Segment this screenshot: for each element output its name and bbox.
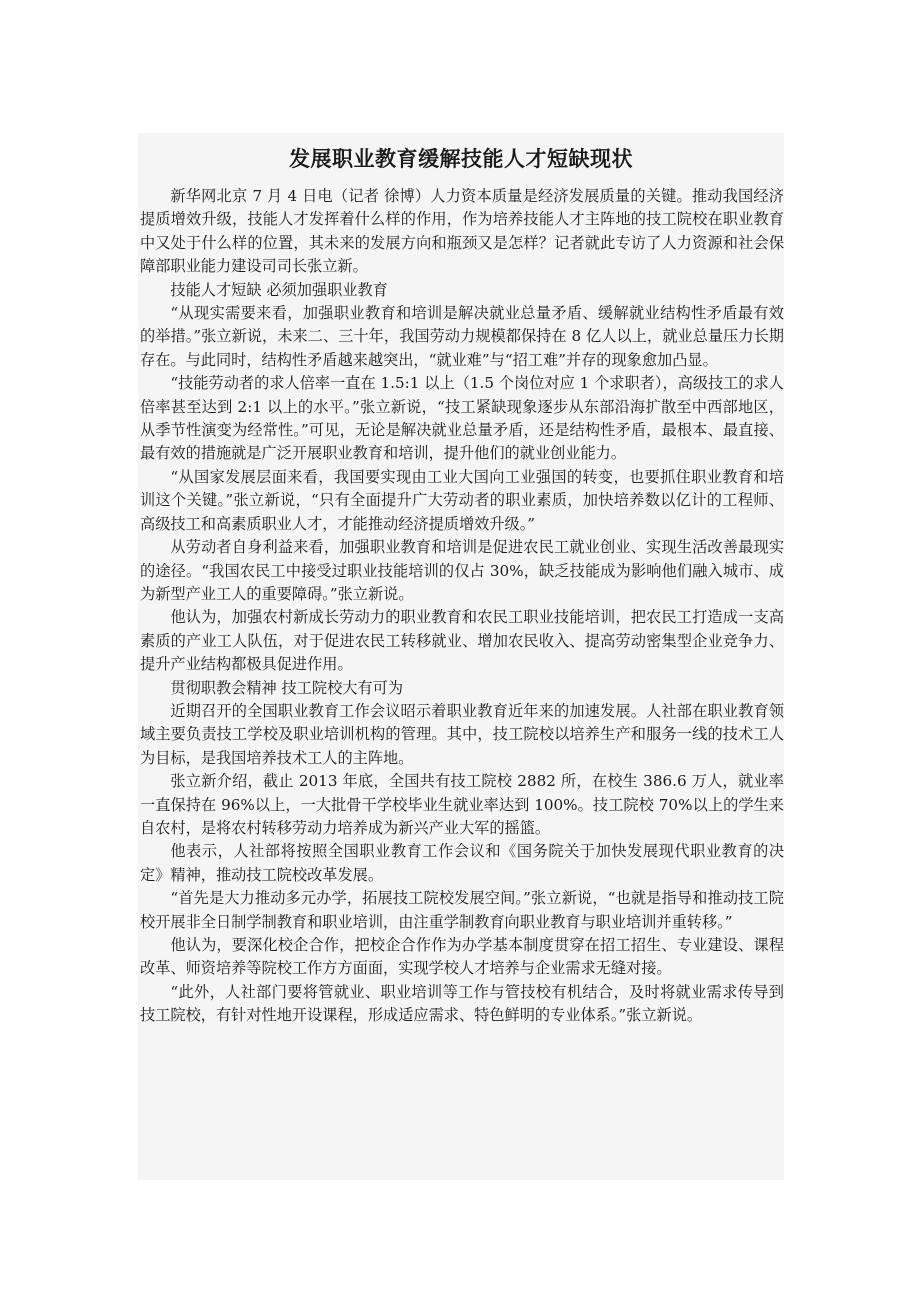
document-title: 发展职业教育缓解技能人才短缺现状 bbox=[289, 147, 633, 171]
paragraph: 他认为，加强农村新成长劳动力的职业教育和农民工职业技能培训，把农民工打造成一支高素质的产业工人队伍，对于促进农民工转移就业、增加农民收入、提高劳动密集型企业竞争力、提升产业结构都极具促进作用。 bbox=[140, 608, 784, 674]
paragraph: 他认为，要深化校企合作，把校企合作作为办学基本制度贯穿在招工招生、专业建设、课程改革、师资培养等院校工作方方面面，实现学校人才培养与企业需求无缝对接。 bbox=[140, 936, 784, 978]
paragraph: “从国家发展层面来看，我国要实现由工业大国向工业强国的转变，也要抓住职业教育和培训这个关键。”张立新说，“只有全面提升广大劳动者的职业素质，加快培养数以亿计的工程师、高级技工和高素质职业人才，才能推动经济提质增效升级。” bbox=[140, 467, 784, 533]
document-body bbox=[140, 185, 784, 1028]
paragraph: “此外，人社部门要将管就业、职业培训等工作与管技校有机结合，及时将就业需求传导到技工院校，有针对性地开设课程，形成适应需求、特色鲜明的专业体系。”张立新说。 bbox=[140, 982, 784, 1025]
paragraph: “技能劳动者的求人倍率一直在 1.5:1 以上（1.5 个岗位对应 1 个求职者），高级技工的求人倍率甚至达到 2:1 以上的水平。”张立新说，“技工紧缺现象逐步从东部沿海扩散至中西部地区，从季节性演变为经常性。”可见，无论是解决就业总量矛盾，还是结构性矛盾，最根本、最直接、最有效的措施就是广泛开展职业教育和培训，提升他们的就业创业能力。 bbox=[140, 374, 784, 463]
section-heading-skill-shortage: 技能人才短缺 必须加强职业教育 bbox=[170, 280, 388, 299]
paragraph: 近期召开的全国职业教育工作会议昭示着职业教育近年来的加速发展。人社部在职业教育领域主要负责技工学校及职业培训机构的管理。其中，技工院校以培养生产和服务一线的技术工人为目标，是我国培养技术工人的主阵地。 bbox=[140, 701, 784, 767]
paragraph-intro: 新华网北京 7 月 4 日电（记者 徐博）人力资本质量是经济发展质量的关键。推动我国经济提质增效升级，技能人才发挥着什么样的作用，作为培养技能人才主阵地的技工院校在职业教育中又处于什么样的位置，其未来的发展方向和瓶颈又是怎样？记者就此专访了人力资源和社会保障部职业能力建设司司长张立新。 bbox=[140, 187, 784, 276]
paragraph: 张立新介绍，截止 2013 年底，全国共有技工院校 2882 所，在校生 386.6 万人，就业率一直保持在 96%以上，一大批骨干学校毕业生就业率达到 100%。技工院校 70%以上的学生来自农村，是将农村转移劳动力培养成为新兴产业大军的摇篮。 bbox=[140, 772, 784, 837]
paragraph: 他表示，人社部将按照全国职业教育工作会议和《国务院关于加快发展现代职业教育的决定》精神，推动技工院校改革发展。 bbox=[140, 842, 784, 884]
section-heading-technical-schools: 贯彻职教会精神 技工院校大有可为 bbox=[170, 678, 404, 697]
paragraph: “从现实需要来看，加强职业教育和培训是解决就业总量矛盾、缓解就业结构性矛盾最有效的举措。”张立新说，未来二、三十年，我国劳动力规模都保持在 8 亿人以上，就业总量压力长期存在。与此同时，结构性矛盾越来越突出，“就业难”与“招工难”并存的现象愈加凸显。 bbox=[140, 304, 784, 369]
paragraph: 从劳动者自身利益来看，加强职业教育和培训是促进农民工就业创业、实现生活改善最现实的途径。“我国农民工中接受过职业技能培训的仅占 30%，缺乏技能成为影响他们融入城市、成为新型产业工人的重要障碍。”张立新说。 bbox=[140, 538, 784, 603]
paragraph: “首先是大力推动多元办学，拓展技工院校发展空间。”张立新说，“也就是指导和推动技工院校开展非全日制学制教育和职业培训，由注重学制教育向职业教育与职业培训并重转移。” bbox=[140, 889, 784, 931]
